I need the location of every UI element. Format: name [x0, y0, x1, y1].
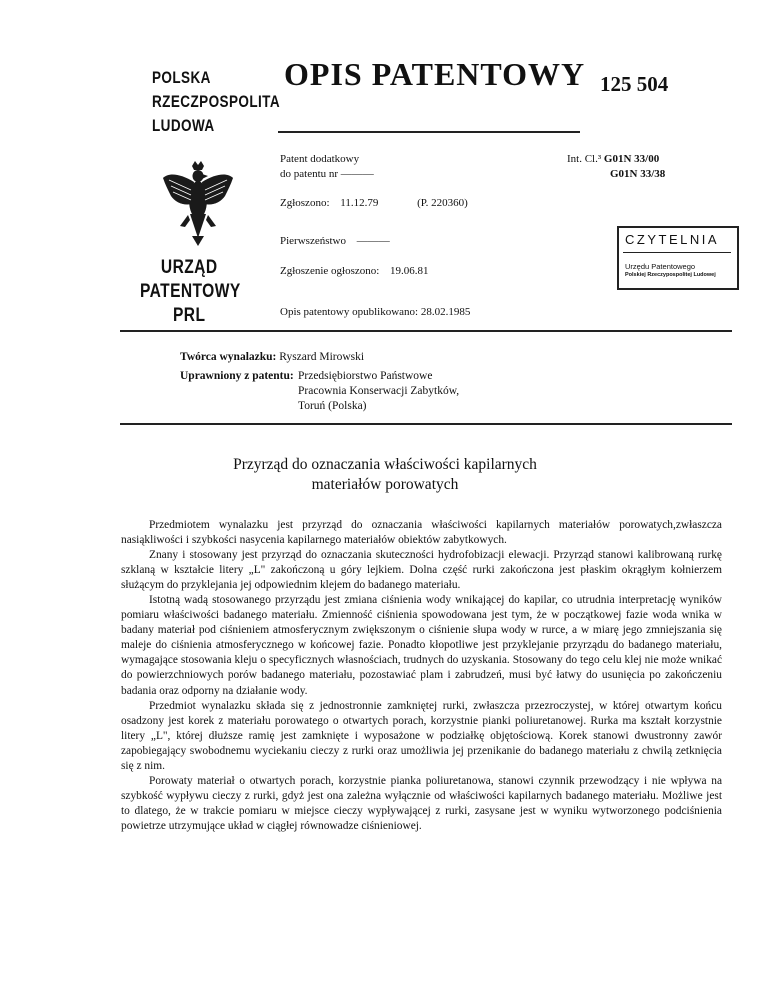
paragraph: Istotną wadą stosowanego przyrządu jest zmiana ciśnienia wody wnikającej do kapilar, co utrudnia interpretację wyników pomiaru właściwości badanego materiału. Zmienność ciśnienia spowodowana jest tym, że w początkowej fazie woda wnika w badany materiał pod ciśnieniem atmosferycznym zwiększonym o ciśnienie słupa wody w rurce, a w miarę jego zmniejszania się maleje do ciśnienia atmosferycznego w końcowej fazie. Ponadto kłopotliwe jest przyklejanie przyrządu do badanego materiału, wymagające stosowania kleju o specyficznych własnościach, trudnych do uzyskania. Stosowany do tego celu klej nie może wnikać do powierzchniowych porów badanego materiału, pozostawiać plam i zabrudzeń, musi być łatwy do usunięcia po zakończeniu badania oraz odporny na działanie wody. — [121, 594, 722, 697]
stamp-divider — [623, 252, 731, 253]
paragraph: Porowaty materiał o otwartych porach, korzystnie pianka poliuretanowa, stanowi czynnik przewodzący i nie wpływa na szybkość wypływu cieczy z rurki, gdyż jest ona zależna wyłącznie od właściwości kapilarnych badanego materiału. Możliwe jest to dlatego, że w trakcie pomiaru w miejsce cieczy wypływającej z rurki, zasysane jest w wyniku wytworzonego podciśnienia powietrze utrzymujące układ w ciągłej równowadze ciśnieniowej. — [121, 774, 722, 832]
priority: Pierwszeństwo ——— — [280, 235, 390, 247]
document-type-title: OPIS PATENTOWY — [284, 56, 586, 92]
library-stamp: CZYTELNIA Urzędu Patentowego Polskiej Rzeczypospolitej Ludowej — [617, 226, 739, 290]
paragraph: Przedmiot wynalazku składa się z jednostronnie zamkniętej rurki, zwłaszcza przezroczystej, w której otwartym końcu osadzony jest korek z materiału porowatego o otwartych porach, korzystnie pianki poliuretanowej. Rurka ma kształt korzystnie litery „L", której dłuższe ramię jest zamknięte i wyposażone w podziałkę objętościową. Korek stanowi dwustronny zawór zapobiegający swobodnemu wyciekaniu cieczy z rurki oraz umożliwia jej przenikanie do badanego materiału z chwilą zetknięcia się z nim. — [121, 699, 722, 772]
paragraph: Przedmiotem wynalazku jest przyrząd do oznaczania właściwości kapilarnych materiałów porowatych,zwłaszcza nasiąkliwości i szybkości nasycenia kapilarnego materiałów obiektów zabytkowych. — [121, 519, 722, 547]
patent-number: 125 504 — [600, 72, 669, 96]
international-classification: Int. Cl.³ G01N 33/00 G01N 33/38 — [567, 153, 666, 180]
additional-patent-info: Patent dodatkowy do patentu nr ——— — [280, 153, 374, 180]
country-name: POLSKA RZECZPOSPOLITA LUDOWA — [152, 69, 281, 135]
owner-line: Uprawniony z patentu: — [180, 370, 294, 382]
section-divider-2 — [120, 423, 732, 425]
announced-date: Zgłoszenie ogłoszono: 19.06.81 — [280, 265, 429, 277]
owner-name: Przedsiębiorstwo Państwowe Pracownia Konserwacji Zabytków, Toruń (Polska) — [298, 370, 460, 412]
filed-date: Zgłoszono: 11.12.79 (P. 220360) — [280, 197, 468, 209]
invention-title: Przyrząd do oznaczania właściwości kapilarnych materiałów porowatych — [233, 456, 537, 493]
patent-office-name: URZĄD PATENTOWY PRL — [140, 257, 241, 326]
paragraph: Znany i stosowany jest przyrząd do oznaczania skuteczności hydrofobizacji elewacji. Przyrząd stanowi kalibrowaną rurkę szklaną w kształcie litery „L" zakończoną u góry lejkiem. Dolna część rurki zakończona jest płaskim okrągłym kołnierzem służącym do przyklejania jej odpowiednim klejem do badanego materiału. — [121, 549, 722, 592]
creator-line: Twórca wynalazku: Ryszard Mirowski — [180, 351, 365, 363]
description-body — [121, 518, 722, 834]
published-date: Opis patentowy opublikowano: 28.02.1985 — [280, 306, 471, 318]
eagle-emblem-icon — [161, 160, 235, 248]
section-divider — [120, 330, 732, 332]
header-divider — [278, 131, 580, 133]
